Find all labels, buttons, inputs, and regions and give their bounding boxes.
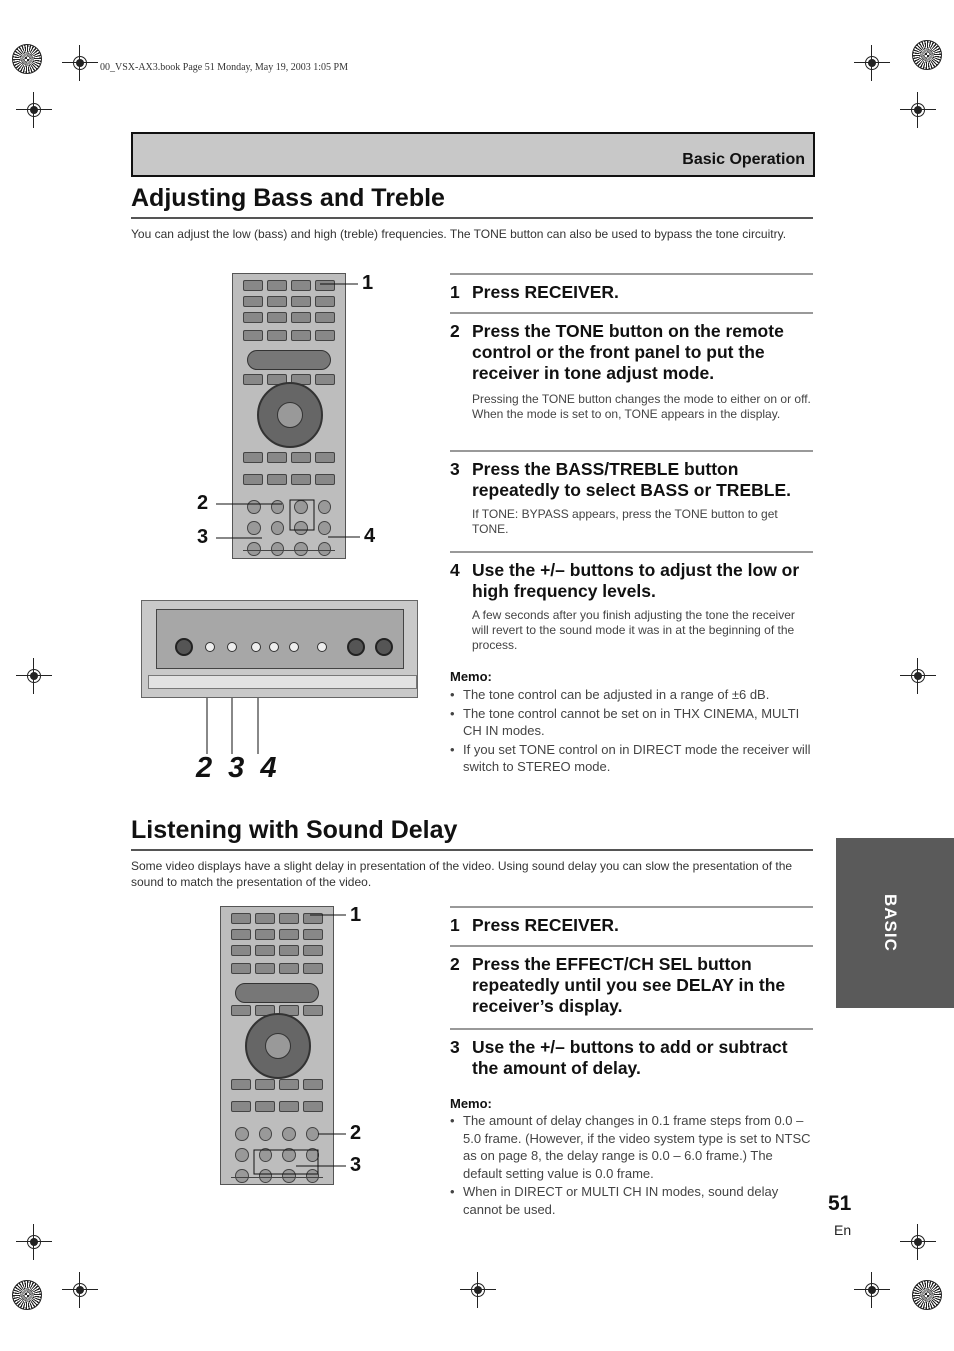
memo-title: Memo: — [450, 669, 492, 684]
step-1-press-receiver — [450, 906, 813, 936]
callout-4: 4 — [364, 525, 376, 547]
memo-item: • The amount of delay changes in 0.1 frame steps from 0.0 – 5.0 frame. (However, if the video system type is set to NTSC as on page 8, the delay range is 0.0 – 6.0 frame.) The default setting value is 0.0 frame. — [450, 1112, 812, 1182]
step-4-adjust-levels — [450, 551, 813, 653]
step-heading: Press the BASS/TREBLE button repeatedly to select BASS or TREBLE. — [472, 459, 791, 500]
title-rule — [131, 849, 813, 851]
step-heading: Press RECEIVER. — [472, 915, 619, 935]
step-heading: Press RECEIVER. — [472, 282, 619, 302]
step-number: 1 — [450, 915, 460, 935]
step-body: If TONE: BYPASS appears, press the TONE button to get TONE. — [472, 507, 778, 536]
step-2-press-tone — [450, 312, 813, 422]
chapter-side-tab — [836, 838, 954, 1008]
print-metadata: 00_VSX-AX3.book Page 51 Monday, May 19, 2003 1:05 PM — [100, 62, 348, 73]
step-heading: Press the TONE button on the remote control or the front panel to put the receiver in tone adjust mode. — [472, 321, 784, 383]
memo-item: • The tone control cannot be set on in THX CINEMA, MULTI CH IN modes. — [450, 705, 812, 740]
registration-rosette-icon — [12, 1280, 42, 1310]
memo-item: • If you set TONE control on in DIRECT mode the receiver will switch to STEREO mode. — [450, 741, 812, 776]
step-heading: Press the EFFECT/CH SEL button repeatedly until you see DELAY in the receiver’s display. — [472, 954, 786, 1016]
crosshair-mark-icon — [62, 1272, 98, 1308]
section-title-sound-delay: Listening with Sound Delay — [131, 816, 458, 844]
step-number: 2 — [450, 954, 460, 974]
step-body: A few seconds after you finish adjusting the tone the receiver will revert to the sound mode it was in at the beginning of the process. — [472, 608, 795, 652]
chapter-side-tab-label: BASIC — [881, 894, 900, 952]
step-heading: Use the +/– buttons to add or subtract the amount of delay. — [472, 1037, 788, 1078]
memo-item: • When in DIRECT or MULTI CH IN modes, sound delay cannot be used. — [450, 1183, 812, 1218]
step-number: 4 — [450, 560, 460, 580]
registration-rosette-icon — [912, 1280, 942, 1310]
step-3-adjust-delay — [450, 1028, 813, 1079]
front-panel-illustration — [141, 600, 418, 698]
crosshair-mark-icon — [900, 1224, 936, 1260]
crosshair-mark-icon — [854, 1272, 890, 1308]
page-language: En — [834, 1222, 852, 1238]
callout-panel-steps: 2 3 4 — [196, 752, 281, 784]
step-heading: Use the +/– buttons to adjust the low or high frequency levels. — [472, 560, 800, 601]
memo-title: Memo: — [450, 1096, 492, 1111]
memo-list — [450, 686, 812, 777]
step-body: Pressing the TONE button changes the mode to either on or off. When the mode is set to on, TONE appears in the display. — [472, 392, 811, 421]
callout-2: 2 — [197, 492, 209, 514]
callout-1: 1 — [350, 904, 362, 926]
step-number: 1 — [450, 282, 460, 302]
crosshair-mark-icon — [16, 1224, 52, 1260]
memo-list — [450, 1112, 812, 1219]
section-intro: You can adjust the low (bass) and high (treble) frequencies. The TONE button can also be used to bypass the tone circuitry. — [131, 227, 787, 241]
step-3-bass-treble — [450, 450, 813, 537]
memo-item: • The tone control can be adjusted in a range of ±6 dB. — [450, 686, 812, 704]
callout-3: 3 — [350, 1154, 362, 1176]
step-number: 3 — [450, 459, 460, 479]
step-1-press-receiver — [450, 273, 813, 303]
step-2-effect-ch-sel — [450, 945, 813, 1017]
callout-1: 1 — [362, 272, 374, 294]
section-title-bass-treble: Adjusting Bass and Treble — [131, 184, 445, 212]
crosshair-mark-icon — [460, 1272, 496, 1308]
step-number: 2 — [450, 321, 460, 341]
step-number: 3 — [450, 1037, 460, 1057]
section-header-label: Basic Operation — [682, 151, 805, 168]
callout-2: 2 — [350, 1122, 362, 1144]
section-intro: Some video displays have a slight delay in presentation of the video. Using sound delay you can slow the presentation of the sound to match the presentation of the video. — [131, 859, 793, 889]
callout-3: 3 — [197, 526, 209, 548]
page-number: 51 — [828, 1192, 852, 1215]
